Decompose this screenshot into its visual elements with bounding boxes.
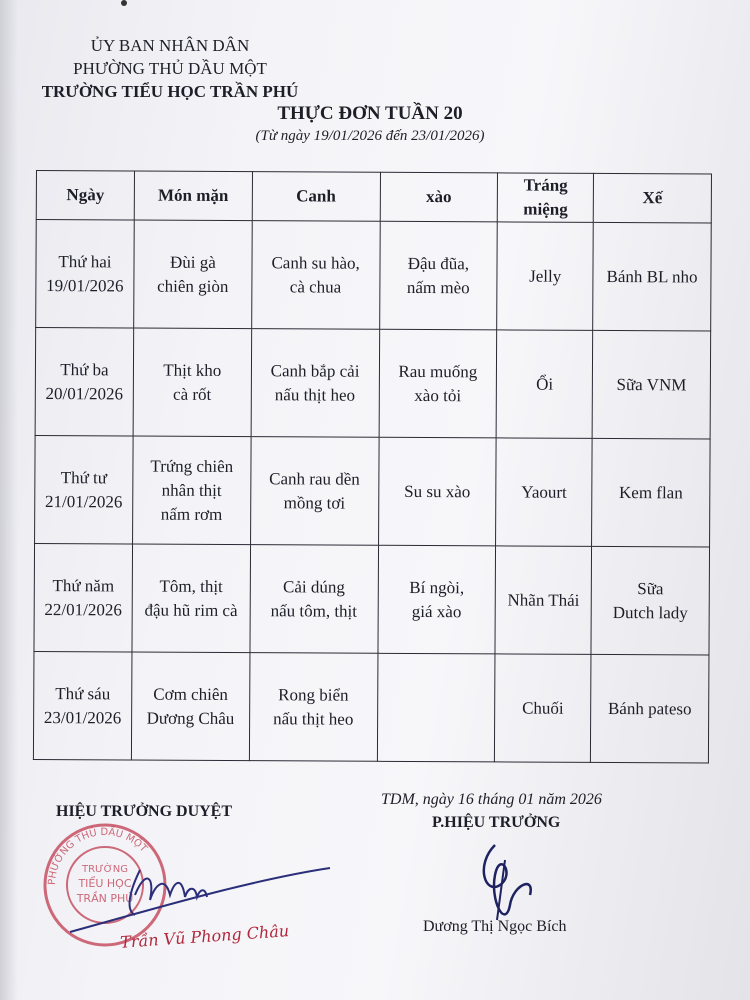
- cell-soup: [250, 545, 378, 654]
- cell-soup: [249, 653, 377, 762]
- table-row: [36, 220, 712, 332]
- place-and-date: TDM, ngày 16 tháng 01 năm 2026: [381, 791, 602, 808]
- vice-principal-signature: [460, 830, 550, 930]
- cell-line: giá xào: [411, 601, 462, 621]
- cell-line: Ổi: [536, 374, 554, 394]
- cell-soup: [251, 221, 379, 330]
- cell-line: Thứ ba: [60, 359, 109, 379]
- column-header-day: [36, 171, 134, 221]
- cell-line: Chuối: [522, 698, 564, 718]
- cell-stir-fry: [378, 437, 496, 546]
- cell-line: nấm mèo: [406, 277, 470, 297]
- principal-name: Trần Vũ Phong Châu: [119, 921, 290, 952]
- cell-day: [33, 651, 132, 760]
- cell-stir-fry: [377, 545, 495, 654]
- cell-line: cà chua: [289, 276, 342, 297]
- cell-dessert: [495, 654, 591, 763]
- cell-line: chiên giòn: [157, 276, 229, 296]
- cell-snack: [591, 654, 709, 763]
- column-header-line: Ngày: [66, 185, 105, 205]
- cell-dessert: [496, 330, 592, 439]
- cell-line: Thứ hai: [58, 251, 112, 271]
- cell-dessert: [497, 222, 593, 331]
- table-row: [33, 651, 709, 763]
- cell-line: Đậu đũa,: [407, 253, 470, 273]
- svg-text:TIỂU HỌC: TIỂU HỌC: [78, 877, 132, 890]
- column-header-soup: [252, 172, 380, 222]
- svg-text:TRẦN PHÚ: TRẦN PHÚ: [76, 892, 134, 905]
- cell-line: nấu tôm, thịt: [270, 600, 358, 621]
- column-header-line: miệng: [523, 199, 568, 219]
- table-row: [35, 328, 711, 440]
- cell-day: [35, 435, 134, 544]
- cell-line: Rau muống: [398, 361, 478, 381]
- cell-main-dish: [132, 436, 250, 545]
- cell-soup: [251, 329, 379, 438]
- table-row: [34, 543, 710, 655]
- cell-line: Thịt kho: [163, 360, 222, 380]
- cell-line: Su su xào: [404, 481, 471, 501]
- cell-line: Canh bắp cải: [270, 360, 360, 381]
- cell-line: Thứ năm: [52, 575, 115, 595]
- school-name: TRƯỜNG TIỂU HỌC TRẦN PHÚ: [41, 82, 299, 101]
- column-header-snack: [593, 173, 711, 223]
- cell-line: Sữa VNM: [616, 374, 687, 394]
- cell-line: 20/01/2026: [45, 383, 124, 403]
- page-edge-shadow: [0, 0, 18, 1000]
- ward-name: PHƯỜNG THỦ DẦU MỘT: [73, 59, 267, 78]
- cell-line: Tôm, thịt: [159, 576, 223, 596]
- cell-line: xào tỏi: [414, 385, 462, 405]
- cell-line: Thứ tư: [60, 467, 108, 487]
- column-header-line: Canh: [296, 186, 336, 206]
- cell-line: Cải dúng: [282, 576, 345, 597]
- cell-dessert: [496, 438, 592, 547]
- cell-line: Yaourt: [521, 482, 567, 502]
- cell-snack: [591, 546, 709, 655]
- table-header-row: [36, 171, 711, 224]
- vice-principal-name: Dương Thị Ngọc Bích: [423, 918, 567, 935]
- cell-line: Jelly: [529, 266, 562, 286]
- cell-soup: [250, 437, 378, 546]
- cell-line: nấm rơm: [160, 504, 223, 524]
- cell-snack: [593, 222, 711, 331]
- cell-line: Sữa: [637, 578, 664, 598]
- committee-name: ỦY BAN NHÂN DÂN: [90, 36, 250, 55]
- weekly-menu-table: [33, 170, 712, 764]
- column-header-dessert: [498, 173, 594, 223]
- cell-line: Nhãn Thái: [507, 589, 580, 610]
- cell-stir-fry: [379, 329, 497, 438]
- menu-date-range: (Từ ngày 19/01/2026 đến 23/01/2026): [255, 128, 485, 144]
- cell-line: 23/01/2026: [43, 707, 122, 727]
- cell-dessert: [495, 546, 591, 655]
- vice-principal-title: P.HIỆU TRƯỞNG: [432, 814, 561, 831]
- cell-main-dish: [134, 220, 252, 329]
- cell-line: mồng tơi: [283, 492, 346, 513]
- cell-line: Canh su hào,: [271, 252, 360, 273]
- cell-line: Canh rau dền: [269, 468, 360, 489]
- cell-line: Bánh pateso: [607, 698, 692, 718]
- cell-day: [36, 220, 135, 329]
- cell-line: Dutch lady: [612, 602, 688, 622]
- cell-line: 19/01/2026: [46, 275, 124, 295]
- cell-line: cà rốt: [173, 384, 212, 404]
- cell-main-dish: [132, 544, 250, 653]
- column-header-line: Món mặn: [157, 185, 229, 206]
- svg-text:PHƯỜNG THỦ DẦU MỘT: PHƯỜNG THỦ DẦU MỘT: [46, 826, 149, 886]
- cell-stir-fry: [377, 653, 495, 762]
- principal-approval-title: HIỆU TRƯỞNG DUYỆT: [56, 803, 233, 820]
- cell-line: Kem flan: [618, 482, 683, 502]
- cell-line: Đùi gà: [169, 252, 216, 272]
- column-header-main-dish: [134, 171, 252, 221]
- cell-line: Bí ngòi,: [409, 577, 465, 597]
- cell-line: Thứ sáu: [55, 683, 111, 703]
- column-header-line: Xế: [642, 188, 663, 208]
- cell-line: 21/01/2026: [44, 491, 123, 511]
- cell-line: Cơm chiên: [153, 684, 228, 704]
- cell-snack: [592, 438, 710, 547]
- column-header-line: Tráng: [523, 175, 568, 195]
- cell-day: [34, 543, 133, 652]
- cell-day: [35, 328, 134, 437]
- cell-line: Trứng chiên: [150, 456, 234, 476]
- svg-text:TRƯỜNG: TRƯỜNG: [82, 864, 128, 875]
- cell-line: nấu thịt heo: [274, 384, 356, 405]
- cell-main-dish: [133, 328, 251, 437]
- cell-line: nhân thịt: [161, 480, 222, 500]
- cell-line: đậu hũ rim cà: [144, 600, 238, 620]
- column-header-line: xào: [425, 187, 452, 207]
- cell-line: Bánh BL nho: [606, 266, 698, 286]
- cell-line: Rong biển: [278, 684, 349, 705]
- paper-hole: [121, 0, 127, 6]
- cell-line: nấu thịt heo: [273, 708, 354, 729]
- cell-snack: [592, 330, 710, 439]
- table-row: [35, 435, 711, 547]
- column-header-stir-fry: [380, 172, 498, 222]
- cell-line: 22/01/2026: [44, 599, 122, 619]
- cell-stir-fry: [379, 221, 497, 330]
- menu-title: THỰC ĐƠN TUẦN 20: [277, 103, 463, 124]
- cell-main-dish: [131, 652, 249, 761]
- cell-line: Dương Châu: [146, 708, 235, 728]
